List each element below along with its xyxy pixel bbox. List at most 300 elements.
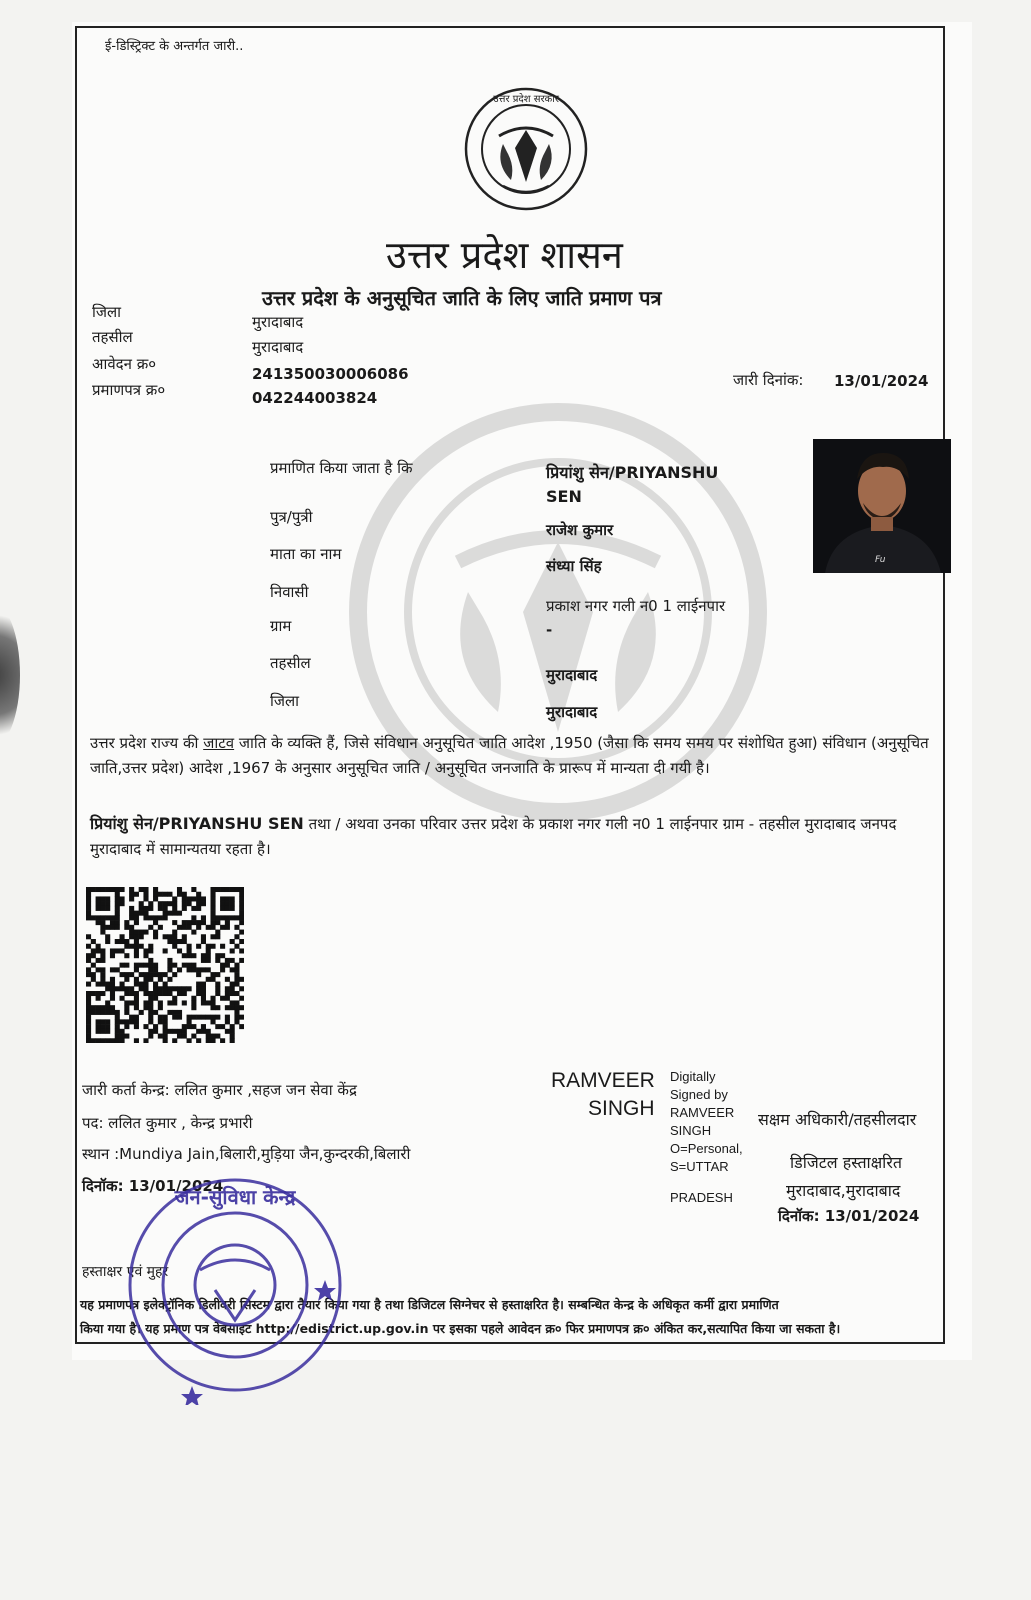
qr-module	[230, 896, 235, 901]
qr-module	[148, 925, 153, 930]
qr-module	[124, 1034, 129, 1039]
qr-module	[105, 986, 110, 991]
qr-module	[206, 944, 211, 949]
qr-module	[220, 906, 225, 911]
qr-module	[220, 1038, 225, 1043]
qr-module	[225, 925, 230, 930]
issuer-post: पद: ललित कुमार , केन्द्र प्रभारी	[82, 1114, 253, 1132]
qr-module	[115, 986, 120, 991]
qr-module	[210, 1005, 215, 1010]
qr-module	[230, 1034, 235, 1039]
qr-module	[100, 1029, 105, 1034]
qr-module	[91, 953, 96, 958]
qr-module	[210, 1038, 215, 1043]
issuer-center: जारी कर्ता केन्द्र: ललित कुमार ,सहज जन सेवा केंद्र	[82, 1081, 357, 1099]
qr-module	[167, 986, 172, 991]
qr-module	[210, 934, 215, 939]
qr-module	[182, 1034, 187, 1039]
qr-module	[148, 996, 153, 1001]
qr-module	[239, 958, 244, 963]
qr-module	[153, 963, 158, 968]
qr-module	[215, 930, 220, 935]
qr-module	[110, 925, 115, 930]
qr-module	[234, 967, 239, 972]
issuer-place: स्थान :Mundiya Jain,बिलारी,मुड़िया जैन,कुन्दरकी,बिलारी	[82, 1145, 411, 1163]
qr-module	[234, 991, 239, 996]
qr-module	[206, 953, 211, 958]
qr-module	[196, 901, 201, 906]
qr-module	[210, 892, 215, 897]
qr-module	[225, 991, 230, 996]
qr-module	[163, 911, 168, 916]
qr-module	[91, 915, 96, 920]
qr-module	[191, 887, 196, 892]
qr-module	[225, 958, 230, 963]
qr-module	[239, 1024, 244, 1029]
qr-module	[172, 911, 177, 916]
qr-module	[124, 963, 129, 968]
qr-module	[225, 1019, 230, 1024]
qr-module	[120, 1034, 125, 1039]
qr-module	[105, 1019, 110, 1024]
qr-module	[96, 1038, 101, 1043]
qr-module	[100, 1038, 105, 1043]
qr-module	[239, 896, 244, 901]
qr-module	[225, 901, 230, 906]
qr-module	[96, 896, 101, 901]
qr-module	[153, 967, 158, 972]
qr-module	[210, 944, 215, 949]
qr-module	[182, 920, 187, 925]
qr-module	[86, 915, 91, 920]
qr-module	[210, 906, 215, 911]
qr-module	[110, 953, 115, 958]
qr-module	[239, 939, 244, 944]
qr-module	[124, 977, 129, 982]
qr-module	[110, 991, 115, 996]
qr-module	[230, 1005, 235, 1010]
authority-date: दिनॉक: 13/01/2024	[778, 1207, 920, 1225]
qr-module	[177, 967, 182, 972]
qr-module	[124, 1000, 129, 1005]
qr-module	[153, 972, 158, 977]
qr-module	[234, 1005, 239, 1010]
qr-module	[201, 939, 206, 944]
village-label: ग्राम	[270, 617, 292, 635]
qr-module	[134, 911, 139, 916]
qr-module	[201, 1024, 206, 1029]
qr-module	[148, 958, 153, 963]
qr-module	[153, 915, 158, 920]
qr-module	[191, 1000, 196, 1005]
qr-module	[163, 991, 168, 996]
qr-module	[163, 1019, 168, 1024]
qr-module	[115, 1015, 120, 1020]
qr-module	[134, 930, 139, 935]
qr-module	[100, 896, 105, 901]
qr-module	[163, 901, 168, 906]
qr-module	[225, 963, 230, 968]
qr-module	[148, 1005, 153, 1010]
qr-module	[206, 1000, 211, 1005]
header-note: ई-डिस्ट्रिक्ट के अन्तर्गत जारी..	[105, 39, 244, 54]
document-subtitle: उत्तर प्रदेश के अनुसूचित जाति के लिए जाति प्रमाण पत्र	[262, 286, 662, 310]
qr-module	[187, 1024, 192, 1029]
qr-module	[115, 1029, 120, 1034]
qr-module	[153, 920, 158, 925]
qr-module	[225, 986, 230, 991]
qr-module	[234, 963, 239, 968]
qr-module	[134, 967, 139, 972]
qr-module	[230, 991, 235, 996]
qr-module	[196, 1015, 201, 1020]
qr-module	[134, 977, 139, 982]
qr-module	[220, 1024, 225, 1029]
table-shadow	[0, 600, 20, 750]
qr-module	[172, 934, 177, 939]
qr-module	[239, 887, 244, 892]
qr-module	[210, 915, 215, 920]
qr-module	[187, 920, 192, 925]
qr-module	[225, 896, 230, 901]
qr-module	[105, 1029, 110, 1034]
qr-module	[191, 896, 196, 901]
qr-module	[177, 986, 182, 991]
qr-module	[230, 1000, 235, 1005]
qr-module	[105, 915, 110, 920]
qr-module	[86, 1034, 91, 1039]
qr-module	[100, 972, 105, 977]
qr-module	[201, 1000, 206, 1005]
qr-module	[239, 996, 244, 1001]
qr-module	[124, 1019, 129, 1024]
qr-module	[86, 996, 91, 1001]
qr-module	[115, 1019, 120, 1024]
qr-module	[143, 892, 148, 897]
qr-module	[201, 915, 206, 920]
qr-module	[210, 925, 215, 930]
caste-para-pre: उत्तर प्रदेश राज्य की	[90, 734, 204, 752]
qr-module	[201, 901, 206, 906]
qr-module	[187, 944, 192, 949]
certificate-label: प्रमाणपत्र क्र०	[92, 381, 166, 399]
qr-module	[167, 911, 172, 916]
qr-module	[110, 977, 115, 982]
qr-module	[196, 1038, 201, 1043]
qr-module	[215, 958, 220, 963]
district-value: मुरादाबाद	[252, 313, 304, 331]
qr-module	[234, 977, 239, 982]
qr-module	[172, 1038, 177, 1043]
qr-module	[91, 972, 96, 977]
qr-module	[234, 972, 239, 977]
qr-module	[143, 1024, 148, 1029]
qr-module	[91, 887, 96, 892]
qr-module	[158, 906, 163, 911]
qr-module	[153, 1024, 158, 1029]
qr-module	[201, 982, 206, 987]
qr-module	[115, 939, 120, 944]
qr-module	[239, 892, 244, 897]
qr-module	[105, 1005, 110, 1010]
qr-module	[163, 915, 168, 920]
mother-name: संध्या सिंह	[546, 557, 602, 575]
qr-module	[115, 1024, 120, 1029]
qr-module	[187, 896, 192, 901]
qr-module	[86, 1005, 91, 1010]
qr-module	[230, 1029, 235, 1034]
qr-module	[177, 887, 182, 892]
qr-module	[225, 920, 230, 925]
qr-module	[134, 1000, 139, 1005]
qr-module	[100, 906, 105, 911]
qr-module	[134, 991, 139, 996]
qr-module	[129, 991, 134, 996]
qr-module	[134, 1015, 139, 1020]
qr-module	[167, 892, 172, 897]
qr-module	[206, 1038, 211, 1043]
qr-module	[215, 1005, 220, 1010]
qr-module	[220, 944, 225, 949]
qr-module	[187, 1038, 192, 1043]
residence-para-rest: तथा / अथवा उनका परिवार उत्तर प्रदेश के प्रकाश नगर गली न0 1 लाईनपार ग्राम - तहसील मुरादाबाद जनपद मुरादाबाद में सामान्यतया रहता है।	[90, 815, 897, 858]
qr-module	[163, 948, 168, 953]
qr-module	[239, 977, 244, 982]
qr-module	[86, 972, 91, 977]
qr-module	[96, 982, 101, 987]
qr-module	[177, 892, 182, 897]
qr-module	[191, 953, 196, 958]
qr-module	[120, 1029, 125, 1034]
qr-module	[129, 944, 134, 949]
qr-module	[191, 1034, 196, 1039]
qr-module	[210, 1000, 215, 1005]
qr-module	[96, 920, 101, 925]
qr-module	[153, 1010, 158, 1015]
qr-module	[110, 1010, 115, 1015]
qr-module	[96, 958, 101, 963]
qr-module	[91, 1010, 96, 1015]
qr-module	[239, 906, 244, 911]
qr-module	[239, 1015, 244, 1020]
qr-module	[215, 1024, 220, 1029]
qr-module	[172, 1010, 177, 1015]
qr-module	[206, 977, 211, 982]
qr-module	[148, 1034, 153, 1039]
qr-module	[134, 1005, 139, 1010]
qr-module	[124, 939, 129, 944]
qr-module	[143, 1000, 148, 1005]
qr-module	[86, 944, 91, 949]
qr-module	[120, 939, 125, 944]
detail-tehsil-value: मुरादाबाद	[546, 666, 598, 684]
qr-module	[234, 982, 239, 987]
qr-module	[115, 901, 120, 906]
qr-module	[129, 1015, 134, 1020]
qr-module	[91, 1005, 96, 1010]
qr-module	[158, 901, 163, 906]
qr-module	[191, 1024, 196, 1029]
qr-module	[129, 986, 134, 991]
issue-date-label: जारी दिनांक:	[733, 371, 804, 389]
qr-module	[120, 986, 125, 991]
qr-module	[215, 972, 220, 977]
qr-module	[215, 887, 220, 892]
qr-module	[196, 982, 201, 987]
qr-module	[167, 958, 172, 963]
qr-module	[153, 887, 158, 892]
qr-module	[167, 1010, 172, 1015]
qr-module	[115, 911, 120, 916]
qr-module	[167, 967, 172, 972]
qr-module	[163, 1034, 168, 1039]
qr-module	[234, 944, 239, 949]
qr-module	[86, 1029, 91, 1034]
qr-module	[163, 1029, 168, 1034]
qr-module	[143, 982, 148, 987]
signer-name-line1: RAMVEER	[551, 1069, 655, 1092]
qr-module	[163, 1015, 168, 1020]
qr-module	[230, 887, 235, 892]
sig-line: S=UTTAR	[670, 1159, 729, 1174]
center-rubber-stamp	[120, 1160, 350, 1405]
qr-module	[91, 939, 96, 944]
qr-module	[86, 1000, 91, 1005]
authority-digital: डिजिटल हस्ताक्षरित	[790, 1153, 902, 1172]
village-value: -	[546, 621, 553, 639]
qr-module	[96, 1019, 101, 1024]
qr-module	[196, 972, 201, 977]
qr-module	[206, 1029, 211, 1034]
qr-module	[167, 1029, 172, 1034]
qr-module	[115, 906, 120, 911]
qr-module	[163, 982, 168, 987]
qr-module	[177, 911, 182, 916]
qr-module	[105, 887, 110, 892]
qr-module	[230, 939, 235, 944]
qr-module	[196, 920, 201, 925]
qr-module	[182, 1024, 187, 1029]
qr-module	[115, 896, 120, 901]
qr-module	[148, 1000, 153, 1005]
qr-module	[134, 944, 139, 949]
qr-module	[172, 1000, 177, 1005]
qr-module	[120, 887, 125, 892]
qr-module	[230, 982, 235, 987]
qr-module	[158, 991, 163, 996]
qr-module	[158, 972, 163, 977]
qr-module	[163, 986, 168, 991]
qr-module	[230, 948, 235, 953]
tehsil-value: मुरादाबाद	[252, 338, 304, 356]
caste-paragraph	[90, 731, 960, 781]
qr-module	[172, 906, 177, 911]
qr-module	[115, 920, 120, 925]
qr-module	[134, 963, 139, 968]
qr-module	[134, 934, 139, 939]
qr-module	[196, 906, 201, 911]
qr-module	[86, 958, 91, 963]
qr-module	[201, 996, 206, 1001]
qr-module	[134, 953, 139, 958]
qr-module	[220, 963, 225, 968]
qr-module	[239, 948, 244, 953]
qr-module	[105, 1000, 110, 1005]
qr-module	[134, 948, 139, 953]
qr-module	[196, 991, 201, 996]
qr-module	[206, 1015, 211, 1020]
qr-module	[172, 944, 177, 949]
qr-module	[105, 925, 110, 930]
qr-module	[206, 925, 211, 930]
qr-module	[182, 963, 187, 968]
qr-module	[120, 996, 125, 1001]
qr-module	[96, 1024, 101, 1029]
footer-note-line2: किया गया है। यह प्रमाण पत्र वेबसाइट http://edistrict.up.gov.in पर इसका पहले आवेदन क्र० फिर प्रमाणपत्र क्र० अंकित कर,सत्यापित किया जा सकता है।	[80, 1321, 841, 1336]
qr-module	[100, 920, 105, 925]
qr-module	[206, 948, 211, 953]
qr-module	[201, 986, 206, 991]
qr-module	[105, 896, 110, 901]
qr-module	[115, 1034, 120, 1039]
qr-module	[172, 930, 177, 935]
qr-module	[134, 939, 139, 944]
qr-module	[96, 967, 101, 972]
qr-module	[148, 1010, 153, 1015]
qr-module	[172, 1029, 177, 1034]
qr-module	[225, 977, 230, 982]
qr-module	[225, 996, 230, 1001]
qr-module	[124, 920, 129, 925]
qr-module	[115, 948, 120, 953]
qr-module	[124, 986, 129, 991]
qr-module	[210, 887, 215, 892]
qr-module	[86, 896, 91, 901]
qr-module	[96, 996, 101, 1001]
authority-place: मुरादाबाद,मुरादाबाद	[786, 1181, 901, 1200]
qr-module	[143, 986, 148, 991]
qr-module	[153, 986, 158, 991]
qr-module	[86, 967, 91, 972]
signature-seal-label: हस्ताक्षर एवं मुहर	[82, 1264, 169, 1280]
qr-module	[86, 991, 91, 996]
qr-module	[143, 930, 148, 935]
qr-module	[134, 892, 139, 897]
qr-module	[210, 920, 215, 925]
qr-module	[163, 1024, 168, 1029]
mother-label: माता का नाम	[270, 545, 342, 563]
qr-module	[234, 1015, 239, 1020]
qr-module	[110, 996, 115, 1001]
qr-module	[148, 948, 153, 953]
authority-title: सक्षम अधिकारी/तहसीलदार	[758, 1110, 917, 1129]
qr-code	[86, 887, 244, 1043]
qr-module	[158, 986, 163, 991]
qr-module	[120, 982, 125, 987]
qr-module	[110, 986, 115, 991]
qr-module	[139, 944, 144, 949]
qr-module	[191, 920, 196, 925]
qr-module	[206, 967, 211, 972]
qr-module	[167, 934, 172, 939]
qr-module	[129, 906, 134, 911]
qr-module	[100, 977, 105, 982]
qr-module	[129, 972, 134, 977]
issuer-date: दिनॉक: 13/01/2024	[82, 1177, 224, 1195]
parent-name: राजेश कुमार	[546, 521, 614, 539]
qr-module	[86, 906, 91, 911]
qr-module	[143, 963, 148, 968]
